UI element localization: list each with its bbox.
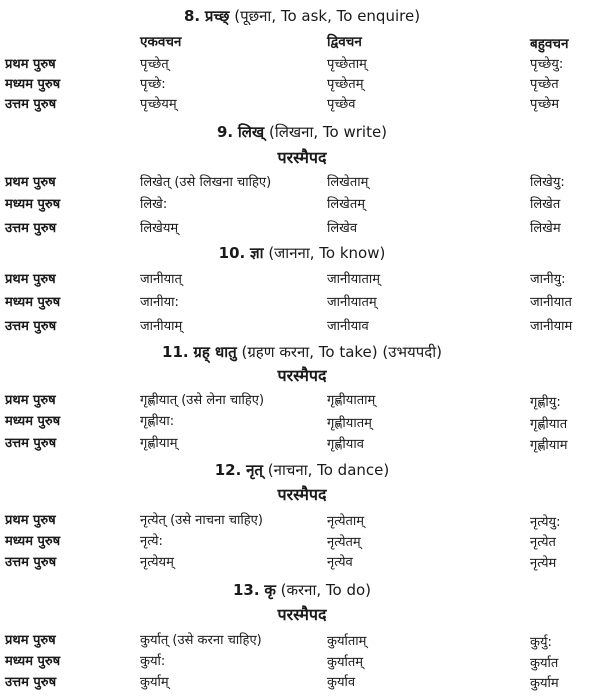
- form-cell: गृह्णीयाताम्: [327, 393, 376, 408]
- row-label-second-person: मध्यम पुरुष: [5, 295, 61, 310]
- form-cell: लिखेम: [530, 221, 561, 236]
- form-cell: गृह्णीयाव: [327, 437, 364, 452]
- form-cell: पृच्छेत: [530, 77, 559, 92]
- row-label-third-person: उत्तम पुरुष: [5, 555, 57, 570]
- form-cell: जानीयाम्: [140, 319, 183, 334]
- form-cell: लिखेत् (उसे लिखना चाहिए): [140, 175, 272, 190]
- section-number: 12.: [214, 461, 242, 479]
- row-label-second-person: मध्यम पुरुष: [5, 414, 61, 429]
- form-cell: जानीयाम: [530, 319, 573, 334]
- form-cell: पृच्छेयम्: [140, 97, 177, 112]
- verb-root: कृ: [264, 581, 276, 599]
- form-cell: नृत्येयु:: [530, 515, 561, 530]
- row-label-third-person: उत्तम पुरुष: [5, 319, 57, 334]
- form-cell: कुर्यातम्: [327, 655, 364, 670]
- form-cell: पृच्छेतम्: [327, 77, 364, 92]
- form-cell: लिखेतम्: [327, 197, 365, 212]
- pada-heading: परस्मैपद: [277, 605, 327, 624]
- form-cell: कुर्याव: [327, 675, 356, 690]
- form-cell: पृच्छेताम्: [327, 57, 367, 72]
- column-header-plural: बहुवचन: [530, 36, 569, 52]
- form-cell: नृत्येताम्: [327, 514, 365, 529]
- form-cell: जानीयाव: [327, 319, 369, 334]
- row-label-second-person: मध्यम पुरुष: [5, 534, 61, 549]
- pada-heading: परस्मैपद: [277, 485, 327, 504]
- form-cell: गृह्णीयात् (उसे लेना चाहिए): [140, 393, 265, 408]
- pada-heading: परस्मैपद: [277, 148, 327, 167]
- section-11-title: [0, 342, 604, 362]
- verb-gloss: (करना, To do): [280, 581, 372, 599]
- form-cell: लिखेव: [327, 221, 358, 236]
- section-number: 9.: [216, 123, 234, 141]
- column-header-dual: द्विवचन: [327, 34, 362, 50]
- verb-gloss: (ग्रहण करना, To take) (उभयपदी): [241, 343, 442, 361]
- verb-root: लिख्: [237, 123, 265, 141]
- form-cell: लिखेयम्: [140, 221, 179, 236]
- form-cell: नृत्येतम्: [327, 535, 361, 550]
- form-cell: पृच्छेम: [530, 97, 560, 112]
- row-label-third-person: उत्तम पुरुष: [5, 675, 57, 690]
- section-8-title: [0, 6, 604, 26]
- form-cell: लिखेताम्: [327, 175, 369, 190]
- form-cell: कुर्याम: [530, 676, 559, 691]
- form-cell: गृह्णीयाम्: [140, 436, 178, 451]
- form-cell: गृह्णीयात: [530, 417, 568, 432]
- form-cell: जानीयु:: [530, 272, 566, 287]
- row-label-third-person: उत्तम पुरुष: [5, 436, 57, 451]
- form-cell: नृत्येत: [530, 535, 556, 550]
- row-label-first-person: प्रथम पुरुष: [5, 393, 56, 408]
- form-cell: लिखेयु:: [530, 175, 565, 190]
- row-label-third-person: उत्तम पुरुष: [5, 221, 57, 236]
- row-label-first-person: प्रथम पुरुष: [5, 175, 56, 190]
- form-cell: जानीया:: [140, 295, 179, 310]
- verb-root: नृत्: [246, 461, 263, 479]
- form-cell: जानीयात: [530, 295, 572, 310]
- form-cell: कुर्यात् (उसे करना चाहिए): [140, 633, 262, 648]
- row-label-first-person: प्रथम पुरुष: [5, 57, 56, 72]
- form-cell: जानीयातम्: [327, 295, 377, 310]
- form-cell: पृच्छेयु:: [530, 57, 564, 72]
- verb-root: ज्ञा: [250, 244, 264, 262]
- row-label-first-person: प्रथम पुरुष: [5, 513, 56, 528]
- form-cell: कुर्याम्: [140, 675, 169, 690]
- verb-gloss: (नाचना, To dance): [267, 461, 390, 479]
- row-label-first-person: प्रथम पुरुष: [5, 633, 56, 648]
- form-cell: लिखेत: [530, 197, 561, 212]
- form-cell: पृच्छेव: [327, 97, 356, 112]
- row-label-third-person: उत्तम पुरुष: [5, 97, 57, 112]
- form-cell: नृत्येम: [530, 556, 557, 571]
- form-cell: जानीयाताम्: [327, 272, 381, 287]
- form-cell: नृत्येव: [327, 555, 353, 570]
- form-cell: जानीयात्: [140, 272, 182, 287]
- form-cell: कुर्याताम्: [327, 634, 367, 649]
- verb-gloss: (पूछना, To ask, To enquire): [234, 7, 421, 25]
- verb-gloss: (लिखना, To write): [268, 123, 388, 141]
- section-12-title: [0, 460, 604, 480]
- form-cell: कुर्यु:: [530, 635, 552, 650]
- row-label-first-person: प्रथम पुरुष: [5, 272, 56, 287]
- section-number: 11.: [162, 343, 189, 361]
- form-cell: लिखे:: [140, 197, 168, 212]
- column-header-singular: एकवचन: [140, 34, 182, 50]
- form-cell: पृच्छे:: [140, 77, 166, 92]
- row-label-second-person: मध्यम पुरुष: [5, 77, 61, 92]
- section-number: 13.: [232, 581, 260, 599]
- form-cell: कुर्यात: [530, 656, 559, 671]
- form-cell: नृत्येत् (उसे नाचना चाहिए): [140, 513, 263, 528]
- form-cell: गृह्णीयाम: [530, 438, 568, 453]
- section-number: 10.: [218, 244, 246, 262]
- form-cell: नृत्ये:: [140, 534, 163, 549]
- section-13-title: [0, 580, 604, 600]
- verb-root: प्रच्छ्: [204, 7, 230, 25]
- pada-heading: परस्मैपद: [277, 366, 327, 385]
- form-cell: गृह्णीयु:: [530, 395, 561, 410]
- form-cell: कुर्या:: [140, 654, 166, 669]
- verb-gloss: (जानना, To know): [268, 244, 386, 262]
- form-cell: नृत्येयम्: [140, 555, 174, 570]
- row-label-second-person: मध्यम पुरुष: [5, 654, 61, 669]
- form-cell: पृच्छेत्: [140, 57, 169, 72]
- section-10-title: [0, 243, 604, 263]
- section-number: 8.: [183, 7, 201, 25]
- form-cell: गृह्णीया:: [140, 414, 175, 429]
- verb-root: ग्रह् धातु: [193, 343, 237, 361]
- row-label-second-person: मध्यम पुरुष: [5, 197, 61, 212]
- section-9-title: [0, 122, 604, 142]
- form-cell: गृह्णीयातम्: [327, 416, 372, 431]
